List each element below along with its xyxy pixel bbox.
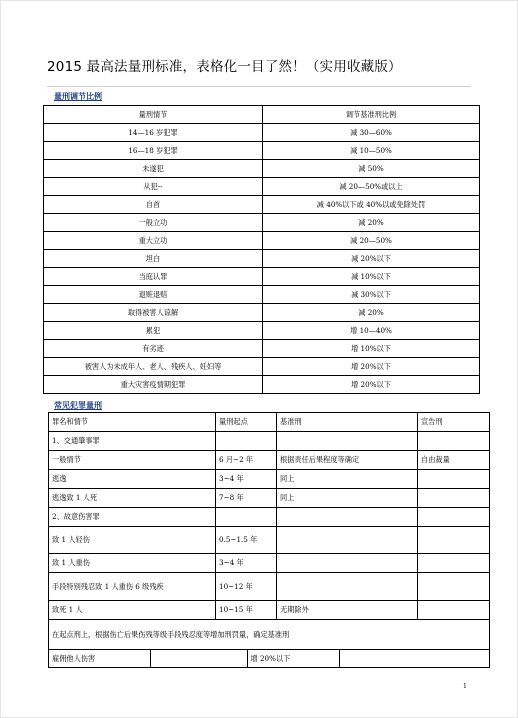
table-cell: 取得被害人谅解 [44,304,263,322]
table-row [49,508,490,527]
table-cell: 致 1 人轻伤 [49,527,216,554]
table-cell: 坦白 [44,250,263,268]
table-cell: 增 20%以下 [263,376,480,394]
table-cell [150,650,247,667]
table-row [49,470,490,489]
table-row [49,554,490,573]
crime-table [48,412,490,668]
table-cell [418,527,490,554]
table-cell: 10~12 年 [216,573,277,601]
table-header-row [49,413,490,432]
table-row [49,451,490,470]
last-row-subtable [49,650,489,667]
table-row [44,160,480,178]
table-cell [339,650,489,667]
section-title-adjustment: 量刑调节比例 [54,92,102,101]
table-cell: 根据责任后果程度等确定 [277,451,418,470]
table-row [44,232,480,250]
page-number: 1 [463,683,467,690]
table-cell [418,470,490,489]
table-cell [277,554,418,573]
table-row [44,322,480,340]
table-cell: 退赃退赔 [44,286,263,304]
table-cell: 未遂犯 [44,160,263,178]
table-cell: 增 20%以下 [247,650,339,667]
table-row [49,573,490,601]
table-cell: 2、故意伤害罪 [49,508,216,527]
table-cell: 减 20—50% [263,232,480,250]
table-row [44,214,480,232]
table-cell: 增 20%以下 [263,358,480,376]
table-cell: 当庭认罪 [44,268,263,286]
table-cell [418,573,490,601]
table-cell: 0.5~1.5 年 [216,527,277,554]
table-cell [418,554,490,573]
table-cell: 增 10%以下 [263,340,480,358]
table-cell: 逃逸致 1 人死 [49,489,216,508]
table-cell [277,573,418,601]
table-row [44,268,480,286]
table-cell: 1、交通肇事罪 [49,432,216,451]
table-header-cell: 罪名和情节 [49,413,216,432]
table-cell [418,508,490,527]
table-cell [418,601,490,620]
table-row [44,196,480,214]
title-divider [47,86,471,87]
table-cell: 减 40%以下或 40%以或免除处罚 [263,196,480,214]
table-cell: 减 10—50% [263,142,480,160]
table-cell: 3~4 年 [216,554,277,573]
table-cell: 减 20% [263,304,480,322]
table-cell [418,489,490,508]
table-cell: 14—16 岁犯罪 [44,124,263,142]
table-cell: 从犯-- [44,178,263,196]
section-title-common-crimes: 常见犯罪量刑 [54,401,102,410]
table-cell: 减 10%以下 [263,268,480,286]
table-cell [216,508,277,527]
table-header-cell: 量刑起点 [216,413,277,432]
table-row [49,489,490,508]
table-cell: 自首 [44,196,263,214]
adjustment-table [43,105,480,394]
table-cell: 被害人为未成年人、老人、残疾人、妊妇等 [44,358,263,376]
table-cell: 一般立功 [44,214,263,232]
table-cell: 减 20%以下 [263,250,480,268]
table-cell: 7~8 年 [216,489,277,508]
table-header-cell: 基准刑 [277,413,418,432]
table-cell: 6 月~2 年 [216,451,277,470]
table-cell: 3~4 年 [216,470,277,489]
table-cell: 同上 [277,470,418,489]
table-cell: 同上 [277,489,418,508]
table-cell: 重大立功 [44,232,263,250]
table-row [49,527,490,554]
table-cell: 增 10—40% [263,322,480,340]
table-cell: 减 30—60% [263,124,480,142]
table-cell: 累犯 [44,322,263,340]
table-note-row [49,620,490,650]
table-cell [277,508,418,527]
table-cell: 重大灾害疫情期犯罪 [44,376,263,394]
table-cell: 逃逸 [49,470,216,489]
table-header-cell: 调节基准刑比例 [263,106,480,124]
table-row [44,124,480,142]
table-row [49,650,490,668]
table-row [44,304,480,322]
table-row [49,601,490,620]
table-cell: 10~15 年 [216,601,277,620]
page-title: 2015 最高法量刑标准，表格化一目了然！（实用收藏版） [47,59,402,75]
table-header-cell: 宣告刑 [418,413,490,432]
table-row [49,432,490,451]
table-cell: 减 50% [263,160,480,178]
table-header-row [44,106,480,124]
table-cell: 16—18 岁犯罪 [44,142,263,160]
table-cell: 减 20% [263,214,480,232]
table-cell [418,432,490,451]
table-cell: 致死 1 人 [49,601,216,620]
table-cell: 一般情节 [49,451,216,470]
table-note: 在起点刑上，根据伤亡后果伤残等级手段残忍度等增加刑罚量，确定基准刑 [49,620,490,650]
table-row [44,376,480,394]
table-cell: 雇佣他人伤害 [49,650,150,667]
table-cell: 自由裁量 [418,451,490,470]
table-cell [277,527,418,554]
table-row [44,340,480,358]
table-cell: 有劣迹 [44,340,263,358]
table-cell: 致 1 人重伤 [49,554,216,573]
table-cell: 手段特别残忍致 1 人重伤 6 级残疾 [49,573,216,601]
table-row [44,358,480,376]
table-row [44,178,480,196]
table-cell: 减 20—50%或以上 [263,178,480,196]
table-row [44,286,480,304]
table-row [44,250,480,268]
table-header-cell: 量刑情节 [44,106,263,124]
table-cell: 无期除外 [277,601,418,620]
table-cell [277,432,418,451]
table-cell: 减 30%以下 [263,286,480,304]
table-row [44,142,480,160]
table-cell [216,432,277,451]
